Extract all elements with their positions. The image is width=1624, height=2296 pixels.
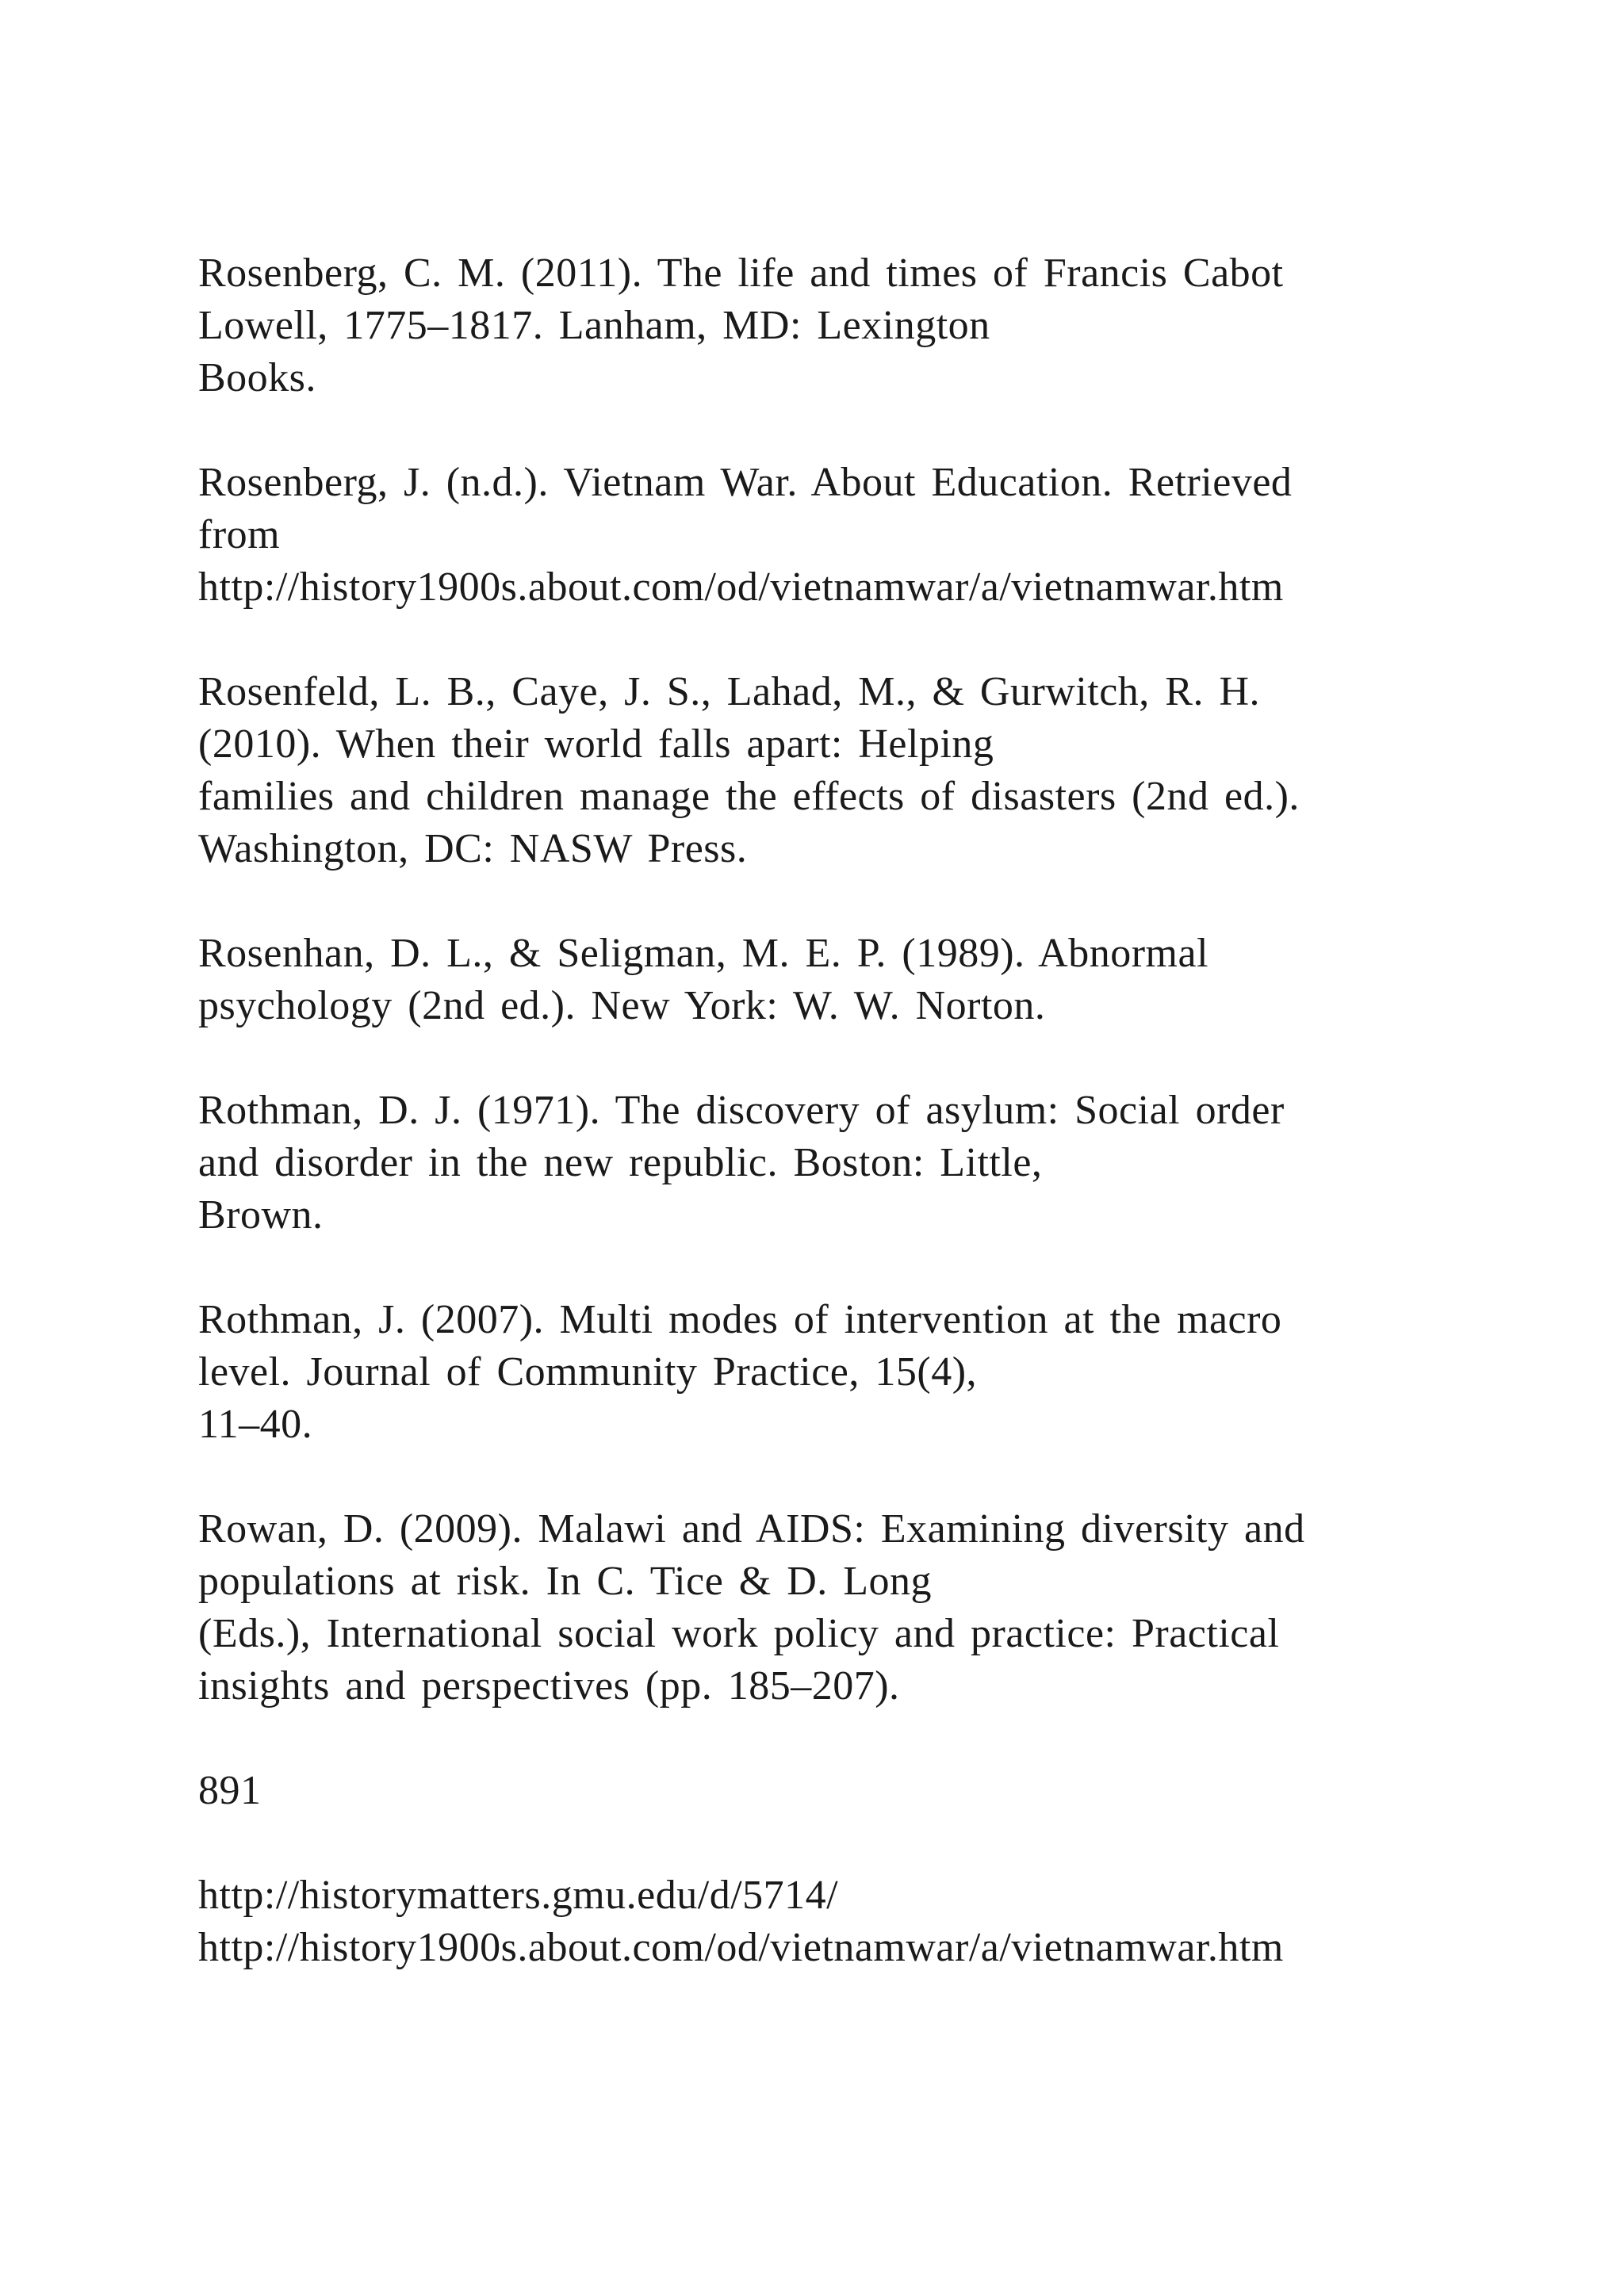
reference-line: from	[198, 512, 281, 557]
reference-line: Rosenberg, J. (n.d.). Vietnam War. About Education. Retrieved	[198, 460, 1293, 505]
reference-entry	[198, 1294, 1499, 1451]
reference-line: Rosenberg, C. M. (2011). The life and times of Francis Cabot	[198, 251, 1284, 296]
reference-line: and disorder in the new republic. Boston: Little,	[198, 1140, 1043, 1185]
reference-line: Rothman, D. J. (1971). The discovery of asylum: Social order	[198, 1088, 1285, 1133]
footer-link[interactable]: http://historymatters.gmu.edu/d/5714/	[198, 1873, 839, 1918]
reference-line: Rothman, J. (2007). Multi modes of intervention at the macro	[198, 1297, 1282, 1342]
footer-link[interactable]: http://history1900s.about.com/od/vietnamwar/a/vietnamwar.htm	[198, 1925, 1284, 1970]
reference-line: Rowan, D. (2009). Malawi and AIDS: Examining diversity and	[198, 1506, 1305, 1552]
reference-line: Rosenfeld, L. B., Caye, J. S., Lahad, M., & Gurwitch, R. H.	[198, 669, 1261, 714]
reference-line: populations at risk. In C. Tice & D. Long	[198, 1559, 933, 1604]
reference-line: Books.	[198, 355, 316, 400]
reference-entry	[198, 1503, 1499, 1712]
reference-line: families and children manage the effects of disasters (2nd ed.).	[198, 774, 1300, 819]
reference-entry	[198, 928, 1499, 1032]
reference-line: Brown.	[198, 1192, 324, 1238]
reference-line: Washington, DC: NASW Press.	[198, 826, 748, 871]
page-number	[198, 1765, 1499, 1817]
reference-line: Lowell, 1775–1817. Lanham, MD: Lexington	[198, 303, 990, 348]
reference-line: Rosenhan, D. L., & Seligman, M. E. P. (1989). Abnormal	[198, 931, 1209, 976]
reference-line: (2010). When their world falls apart: Helping	[198, 721, 994, 767]
reference-line: level. Journal of Community Practice, 15(4),	[198, 1349, 978, 1395]
reference-list	[198, 247, 1499, 2026]
reference-line: 11–40.	[198, 1402, 313, 1447]
reference-line: (Eds.), International social work policy and practice: Practical	[198, 1611, 1280, 1656]
reference-entry	[198, 457, 1499, 614]
reference-entry	[198, 1085, 1499, 1242]
reference-entry	[198, 666, 1499, 875]
page-number-text: 891	[198, 1768, 262, 1813]
footer-links	[198, 1869, 1499, 1974]
reference-line: insights and perspectives (pp. 185–207).	[198, 1663, 900, 1709]
reference-line: psychology (2nd ed.). New York: W. W. Norton.	[198, 983, 1046, 1028]
reference-entry	[198, 247, 1499, 404]
reference-url: http://history1900s.about.com/od/vietnamwar/a/vietnamwar.htm	[198, 564, 1284, 610]
